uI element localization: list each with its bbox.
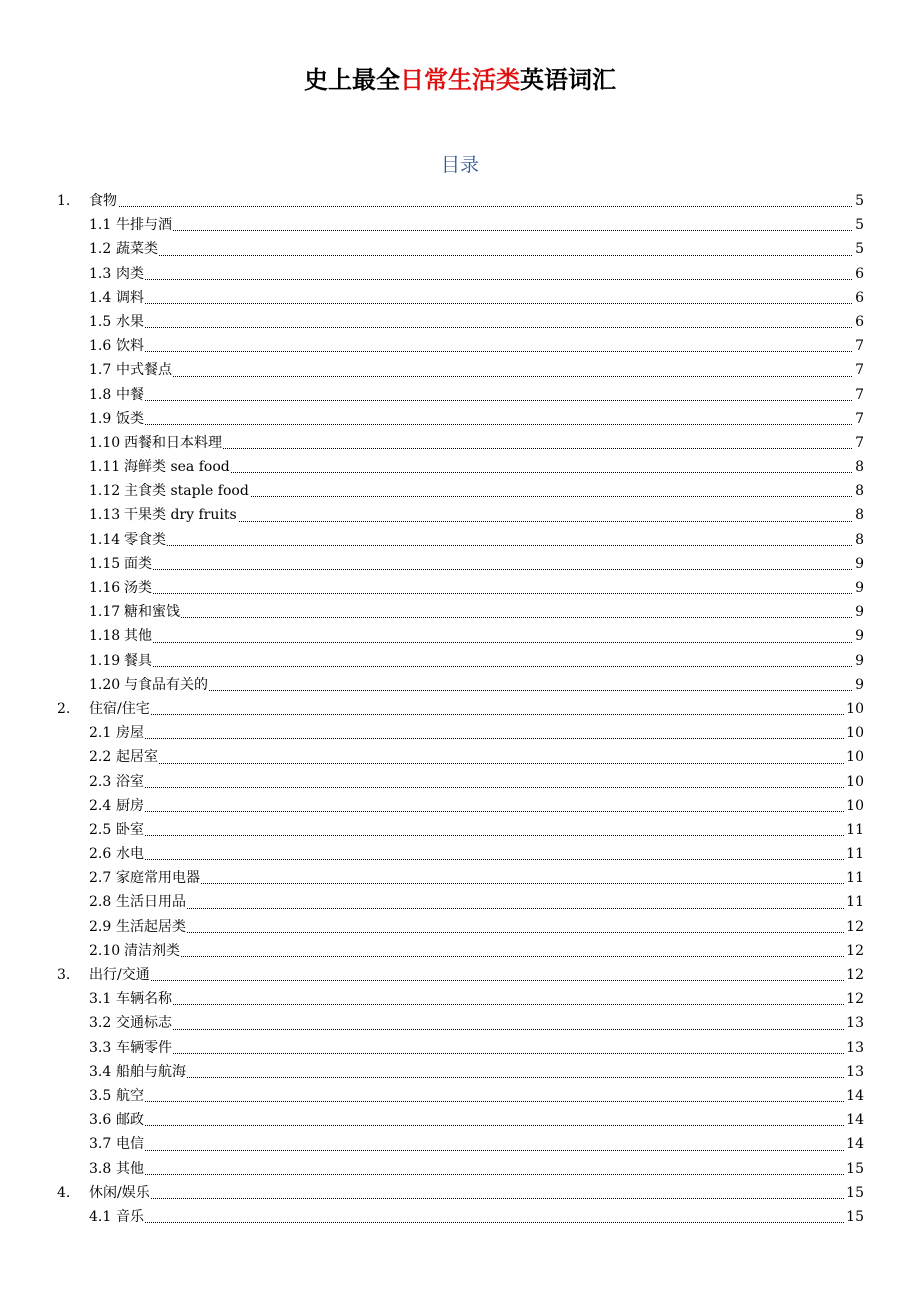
toc-dot-leader <box>89 714 864 715</box>
toc-entry-number: 2. <box>57 700 71 717</box>
title-part-1: 史上最全 <box>304 66 400 94</box>
toc-entry-label: 牛排与酒 <box>116 213 173 237</box>
toc-entry-label: 中式餐点 <box>116 358 173 382</box>
toc-entry-page-number: 11 <box>844 842 864 866</box>
toc-entry[interactable] <box>0 770 920 794</box>
toc-entry-page-number: 13 <box>844 1036 864 1060</box>
toc-entry-page-number: 8 <box>853 455 864 479</box>
toc-entry-page-number: 9 <box>853 673 864 697</box>
toc-entry-label: 水电 <box>116 842 145 866</box>
toc-entry[interactable] <box>0 697 920 721</box>
toc-entry-label: 西餐和日本料理 <box>124 431 223 455</box>
toc-entry-page-number: 6 <box>853 262 864 286</box>
toc-entry-label: 音乐 <box>116 1205 145 1229</box>
toc-dot-leader <box>116 932 864 933</box>
toc-entry[interactable] <box>0 1011 920 1035</box>
toc-entry-number: 2.2 <box>89 749 112 766</box>
toc-entry-number: 1.19 <box>89 652 121 669</box>
toc-entry-label: 饮料 <box>116 334 145 358</box>
toc-entry-number: 2.6 <box>89 846 112 863</box>
toc-dot-leader <box>116 811 864 812</box>
toc-entry-label: 住宿/住宅 <box>89 697 151 721</box>
toc-dot-leader <box>116 255 864 256</box>
toc-entry-number: 1.1 <box>89 217 112 234</box>
toc-entry-number: 1.17 <box>89 604 121 621</box>
toc-entry-number: 3.7 <box>89 1136 112 1153</box>
toc-entry-page-number: 6 <box>853 286 864 310</box>
toc-entry[interactable] <box>0 794 920 818</box>
toc-entry-number: 4.1 <box>89 1208 112 1225</box>
toc-entry[interactable] <box>0 721 920 745</box>
toc-dot-leader <box>124 690 864 691</box>
toc-entry-label: 交通标志 <box>116 1011 173 1035</box>
toc-entry-number: 1.15 <box>89 555 121 572</box>
toc-dot-leader <box>116 303 864 304</box>
toc-entry-page-number: 10 <box>844 697 864 721</box>
toc-entry[interactable] <box>0 890 920 914</box>
title-part-2-highlight: 日常生活类 <box>400 66 520 94</box>
toc-dot-leader <box>116 1174 864 1175</box>
toc-entry-page-number: 14 <box>844 1132 864 1156</box>
toc-dot-leader <box>116 835 864 836</box>
toc-dot-leader <box>89 206 864 207</box>
toc-entry-label: 饭类 <box>116 407 145 431</box>
toc-entry[interactable] <box>0 455 920 479</box>
toc-entry-label: 蔬菜类 <box>116 237 159 261</box>
toc-entry[interactable] <box>0 866 920 890</box>
toc-entry-page-number: 13 <box>844 1011 864 1035</box>
toc-entry-number: 2.10 <box>89 942 121 959</box>
toc-entry[interactable] <box>0 624 920 648</box>
toc-entry-label: 与食品有关的 <box>124 673 209 697</box>
toc-dot-leader <box>124 956 864 957</box>
toc-entry[interactable] <box>0 963 920 987</box>
toc-entry-number: 1.5 <box>89 313 112 330</box>
toc-dot-leader <box>124 569 864 570</box>
toc-entry-label: 起居室 <box>116 745 159 769</box>
toc-entry[interactable] <box>0 334 920 358</box>
toc-entry-number: 1.8 <box>89 386 112 403</box>
toc-entry-page-number: 13 <box>844 1060 864 1084</box>
toc-entry-page-number: 6 <box>853 310 864 334</box>
toc-entry[interactable] <box>0 1132 920 1156</box>
toc-entry-number: 3.2 <box>89 1015 112 1032</box>
toc-entry-label: 糖和蜜饯 <box>124 600 181 624</box>
toc-entry-number: 3.4 <box>89 1063 112 1080</box>
toc-entry-label: 其他 <box>116 1157 145 1181</box>
toc-entry[interactable] <box>0 1205 920 1229</box>
toc-entry-number: 1.14 <box>89 531 121 548</box>
toc-entry-page-number: 8 <box>853 503 864 527</box>
toc-entry-number: 3.5 <box>89 1087 112 1104</box>
toc-entry[interactable] <box>0 818 920 842</box>
toc-entry[interactable] <box>0 213 920 237</box>
toc-entry-number: 2.8 <box>89 894 112 911</box>
toc-entry-page-number: 7 <box>853 407 864 431</box>
toc-dot-leader <box>124 448 864 449</box>
toc-entry-page-number: 14 <box>844 1108 864 1132</box>
toc-dot-leader <box>116 763 864 764</box>
toc-entry-number: 2.5 <box>89 821 112 838</box>
toc-entry-page-number: 9 <box>853 576 864 600</box>
toc-entry-number: 3. <box>57 967 71 983</box>
toc-entry-number: 1.10 <box>89 434 121 451</box>
toc-entry-label: 船舶与航海 <box>116 1060 187 1084</box>
toc-entry-label: 生活日用品 <box>116 890 187 914</box>
title-part-3: 英语词汇 <box>520 66 616 94</box>
toc-entry[interactable] <box>0 842 920 866</box>
toc-entry-page-number: 12 <box>844 987 864 1011</box>
toc-entry-page-number: 5 <box>853 213 864 237</box>
toc-entry-label: 电信 <box>116 1132 145 1156</box>
toc-dot-leader <box>116 1150 864 1151</box>
toc-entry-label: 出行/交通 <box>89 963 151 987</box>
toc-dot-leader <box>116 400 864 401</box>
toc-entry-page-number: 8 <box>853 528 864 552</box>
toc-entry-label: 房屋 <box>116 721 145 745</box>
toc-dot-leader <box>89 1198 864 1199</box>
toc-entry-label: 调料 <box>116 286 145 310</box>
toc-entry-label: 中餐 <box>116 383 145 407</box>
toc-entry-label: 航空 <box>116 1084 145 1108</box>
toc-entry-number: 1.3 <box>89 265 112 282</box>
toc-entry-label: 休闲/娱乐 <box>89 1181 151 1205</box>
toc-dot-leader <box>116 1077 864 1078</box>
toc-entry-page-number: 7 <box>853 431 864 455</box>
toc-entry-page-number: 12 <box>844 915 864 939</box>
toc-entry[interactable] <box>0 649 920 673</box>
table-of-contents <box>0 189 920 1229</box>
toc-entry-label: 清洁剂类 <box>124 939 181 963</box>
toc-entry-number: 3.8 <box>89 1160 112 1177</box>
toc-dot-leader <box>116 908 864 909</box>
toc-entry-number: 1.2 <box>89 241 112 258</box>
toc-dot-leader <box>116 738 864 739</box>
toc-heading: 目录 <box>440 154 479 176</box>
toc-entry[interactable] <box>0 262 920 286</box>
toc-dot-leader <box>124 472 864 473</box>
toc-entry-page-number: 10 <box>844 770 864 794</box>
toc-entry-number: 1.20 <box>89 676 121 693</box>
toc-dot-leader <box>116 327 864 328</box>
toc-dot-leader <box>116 1125 864 1126</box>
toc-entry[interactable] <box>0 576 920 600</box>
toc-entry-label: 主食类 staple food <box>124 479 250 503</box>
toc-entry[interactable] <box>0 1181 920 1205</box>
toc-entry-page-number: 15 <box>844 1157 864 1181</box>
toc-entry[interactable] <box>0 189 920 213</box>
toc-entry-label: 干果类 dry fruits <box>124 503 238 527</box>
toc-entry-page-number: 15 <box>844 1205 864 1229</box>
toc-dot-leader <box>116 1029 864 1030</box>
toc-dot-leader <box>124 666 864 667</box>
toc-entry-number: 2.9 <box>89 918 112 935</box>
toc-entry-number: 1.4 <box>89 289 112 306</box>
toc-entry[interactable] <box>0 237 920 261</box>
toc-entry[interactable] <box>0 503 920 527</box>
toc-entry-page-number: 12 <box>844 963 864 987</box>
toc-entry-number: 1.16 <box>89 580 121 596</box>
toc-entry-label: 水果 <box>116 310 145 334</box>
toc-entry-page-number: 11 <box>844 866 864 890</box>
toc-entry-label: 厨房 <box>116 794 145 818</box>
toc-entry-page-number: 9 <box>853 600 864 624</box>
toc-entry-number: 3.3 <box>89 1039 112 1056</box>
toc-entry-label: 零食类 <box>124 528 167 552</box>
toc-entry-label: 邮政 <box>116 1108 145 1132</box>
toc-entry-label: 家庭常用电器 <box>116 866 201 890</box>
toc-entry-number: 1.12 <box>89 483 121 500</box>
toc-entry-page-number: 15 <box>844 1181 864 1205</box>
toc-dot-leader <box>116 787 864 788</box>
toc-entry-label: 生活起居类 <box>116 915 187 939</box>
toc-entry-label: 卧室 <box>116 818 145 842</box>
toc-entry[interactable] <box>0 987 920 1011</box>
toc-entry[interactable] <box>0 552 920 576</box>
toc-entry[interactable] <box>0 310 920 334</box>
toc-entry[interactable] <box>0 383 920 407</box>
toc-entry-page-number: 5 <box>853 237 864 261</box>
toc-entry[interactable] <box>0 673 920 697</box>
toc-entry-page-number: 7 <box>853 334 864 358</box>
toc-entry[interactable] <box>0 479 920 503</box>
toc-dot-leader <box>116 859 864 860</box>
toc-dot-leader <box>124 593 864 594</box>
toc-entry-number: 1.6 <box>89 338 112 355</box>
toc-entry[interactable] <box>0 1036 920 1060</box>
toc-entry-page-number: 11 <box>844 890 864 914</box>
toc-entry-label: 海鲜类 sea food <box>124 455 231 479</box>
toc-entry-page-number: 9 <box>853 552 864 576</box>
toc-entry-page-number: 9 <box>853 624 864 648</box>
toc-entry-page-number: 12 <box>844 939 864 963</box>
toc-dot-leader <box>116 1101 864 1102</box>
toc-entry-page-number: 7 <box>853 383 864 407</box>
toc-entry-number: 3.6 <box>89 1112 112 1129</box>
toc-dot-leader <box>116 883 864 884</box>
toc-entry[interactable] <box>0 939 920 963</box>
toc-dot-leader <box>89 980 864 981</box>
toc-entry[interactable] <box>0 286 920 310</box>
toc-entry-page-number: 11 <box>844 818 864 842</box>
toc-entry-label: 肉类 <box>116 262 145 286</box>
toc-entry-label: 车辆名称 <box>116 987 173 1011</box>
toc-entry-number: 3.1 <box>89 991 112 1008</box>
toc-entry[interactable] <box>0 528 920 552</box>
document-title <box>0 60 920 100</box>
toc-entry[interactable] <box>0 1157 920 1181</box>
toc-entry[interactable] <box>0 915 920 939</box>
toc-entry-page-number: 7 <box>853 358 864 382</box>
toc-entry[interactable] <box>0 407 920 431</box>
toc-entry-page-number: 14 <box>844 1084 864 1108</box>
toc-dot-leader <box>124 545 864 546</box>
toc-entry-page-number: 5 <box>853 189 864 213</box>
toc-entry-label: 汤类 <box>124 576 153 600</box>
toc-entry-number: 1.18 <box>89 628 121 645</box>
toc-dot-leader <box>116 1053 864 1054</box>
toc-entry[interactable] <box>0 1108 920 1132</box>
toc-dot-leader <box>116 279 864 280</box>
toc-entry-label: 面类 <box>124 552 153 576</box>
toc-dot-leader <box>124 617 864 618</box>
toc-entry-page-number: 10 <box>844 745 864 769</box>
toc-dot-leader <box>116 351 864 352</box>
toc-entry-number: 2.7 <box>89 870 112 887</box>
toc-dot-leader <box>116 1222 864 1223</box>
toc-dot-leader <box>116 424 864 425</box>
toc-entry-number: 1. <box>57 193 71 209</box>
toc-dot-leader <box>116 230 864 231</box>
toc-entry[interactable] <box>0 745 920 769</box>
toc-entry[interactable] <box>0 1084 920 1108</box>
toc-entry-number: 1.9 <box>89 410 112 427</box>
toc-entry-number: 1.13 <box>89 507 121 524</box>
toc-dot-leader <box>116 376 864 377</box>
toc-entry[interactable] <box>0 358 920 382</box>
toc-entry-number: 1.7 <box>89 362 112 379</box>
toc-entry-label: 浴室 <box>116 770 145 794</box>
toc-entry-number: 2.1 <box>89 725 112 742</box>
toc-entry[interactable] <box>0 600 920 624</box>
toc-entry-number: 4. <box>57 1184 71 1201</box>
toc-entry-number: 2.3 <box>89 773 112 790</box>
toc-entry-label: 其他 <box>124 624 153 648</box>
toc-dot-leader <box>116 1004 864 1005</box>
toc-entry[interactable] <box>0 1060 920 1084</box>
toc-entry-page-number: 10 <box>844 794 864 818</box>
toc-entry-label: 餐具 <box>124 649 153 673</box>
toc-entry[interactable] <box>0 431 920 455</box>
toc-dot-leader <box>124 642 864 643</box>
toc-entry-page-number: 9 <box>853 649 864 673</box>
toc-entry-label: 车辆零件 <box>116 1036 173 1060</box>
toc-entry-page-number: 10 <box>844 721 864 745</box>
toc-entry-page-number: 8 <box>853 479 864 503</box>
toc-entry-number: 2.4 <box>89 797 112 814</box>
toc-entry-label: 食物 <box>89 189 118 213</box>
toc-entry-number: 1.11 <box>89 459 121 476</box>
